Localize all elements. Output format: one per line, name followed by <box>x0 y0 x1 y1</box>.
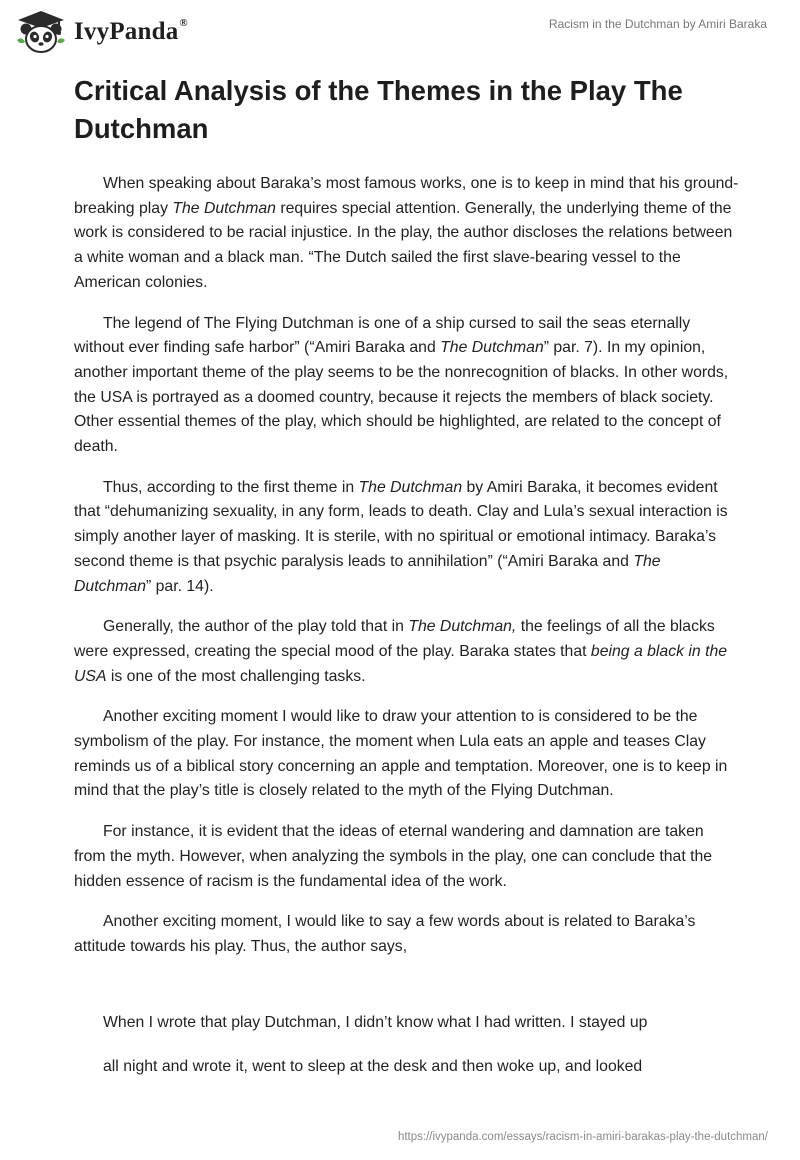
body-paragraph <box>74 615 739 689</box>
text-run: The legend of The Flying Dutchman is one of a ship cursed to sail the seas eternally without ever finding safe harbor” (“Amiri Baraka and <box>74 314 691 357</box>
text-run: ” par. 14). <box>146 577 214 595</box>
italic-text: being a black in the USA <box>74 642 728 685</box>
text-run: is one of the most challenging tasks. <box>106 667 366 685</box>
text-run: by Amiri Baraka, it becomes evident that “dehumanizing sexuality, in any form, leads to death. Clay and Lula’s sexual interaction is simply another layer of masking. It is sterile, with no spiritual or emotional intimacy. Baraka’s second theme is that psychic paralysis leads to annihilation” (“Amiri Baraka and <box>74 478 728 570</box>
body-paragraph <box>74 312 739 460</box>
body-paragraph <box>74 910 739 959</box>
body-paragraph <box>74 172 739 296</box>
registered-mark: ® <box>179 16 188 29</box>
document-running-title: Racism in the Dutchman by Amiri Baraka <box>548 17 767 31</box>
text-run: Another exciting moment, I would like to say a few words about is related to Baraka’s attitude towards his play. Thus, the author says, <box>74 913 696 955</box>
italic-text: The Dutchman <box>440 339 544 357</box>
italic-text: The Dutchman, <box>408 618 517 636</box>
body-paragraph <box>74 476 739 600</box>
text-run: ” par. 7). In my opinion, another important theme of the play seems to be the nonrecognition of blacks. In other words, the USA is portrayed as a doomed country, because it rejects the members of black society. Other essential themes of the play, which should be highlighted, are related to the concept of death. <box>74 339 729 456</box>
ivypanda-logo[interactable] <box>14 10 188 54</box>
text-run: Thus, according to the first theme in <box>103 478 359 496</box>
text-run: For instance, it is evident that the ideas of eternal wandering and damnation are taken from the myth. However, when analyzing the symbols in the play, one can conclude that the hidden essence of racism is the fundamental idea of the work. <box>74 823 713 890</box>
source-url[interactable]: https://ivypanda.com/essays/racism-in-amiri-barakas-play-the-dutchman/ <box>397 1131 768 1143</box>
text-run: requires special attention. Generally, the underlying theme of the work is considered to be racial injustice. In the play, the author discloses the relations between a white woman and a black man. “The Dutch sailed the first slave-bearing vessel to the American colonies. <box>74 199 733 291</box>
block-quote <box>103 1011 753 1079</box>
panda-graduate-icon <box>14 10 68 54</box>
page-header <box>0 0 800 62</box>
body-paragraph <box>74 820 739 894</box>
quote-line: all night and wrote it, went to sleep at the desk and then woke up, and looked <box>103 1058 643 1075</box>
essay-body <box>74 172 739 976</box>
italic-text: The Dutchman <box>74 552 661 595</box>
body-paragraph <box>74 705 739 804</box>
quote-line: When I wrote that play Dutchman, I didn’t know what I had written. I stayed up <box>103 1014 648 1031</box>
text-run: When speaking about Baraka’s most famous works, one is to keep in mind that his ground-breaking play <box>74 175 739 217</box>
text-run: Another exciting moment I would like to draw your attention to is considered to be the symbolism of the play. For instance, the moment when Lula eats an apple and teases Clay reminds us of a biblical story concerning an apple and temptation. Moreover, one is to keep in mind that the play’s title is closely related to the myth of the Flying Dutchman. <box>74 708 728 800</box>
text-run: the feelings of all the blacks were expressed, creating the special mood of the play. Baraka states that <box>74 618 715 660</box>
text-run: Generally, the author of the play told that in <box>103 618 409 636</box>
brand-name: IvyPanda® <box>74 16 188 45</box>
page-title: Critical Analysis of the Themes in the Play The Dutchman <box>74 75 683 144</box>
italic-text: The Dutchman <box>172 199 276 217</box>
italic-text: The Dutchman <box>358 478 463 496</box>
